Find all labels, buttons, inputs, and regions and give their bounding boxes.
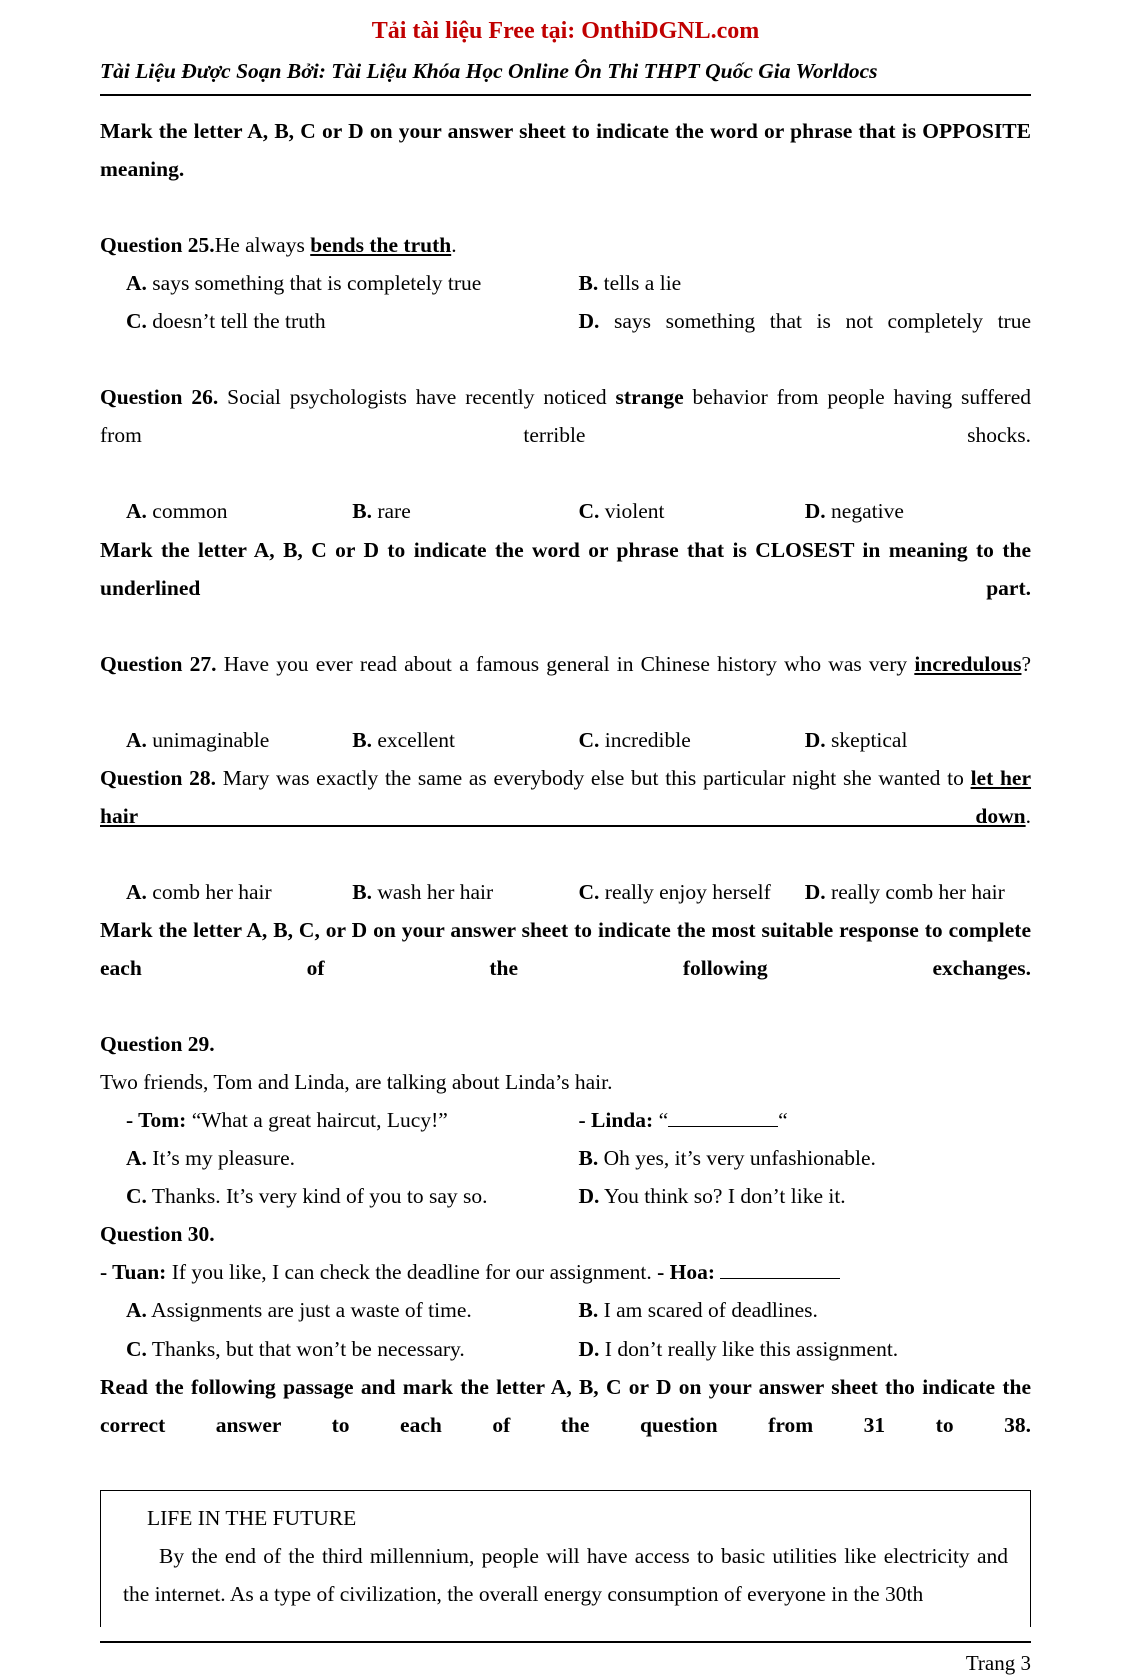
option-a-text: says something that is completely true [152, 271, 482, 296]
question-25-underlined: bends the truth [310, 233, 452, 258]
option-b-label: B. [578, 1298, 599, 1323]
option-d-label: D. [804, 727, 826, 752]
option-b-text: Oh yes, it’s very unfashionable. [603, 1146, 876, 1171]
question-28-underlined: let her hair down [100, 765, 1032, 828]
answer-blank [720, 1261, 840, 1279]
question-25-options-row-2 [100, 302, 1031, 378]
question-27-option-b[interactable] [352, 721, 578, 759]
option-d-label: D. [578, 309, 600, 334]
option-c-text: violent [604, 499, 665, 524]
question-27-stem [100, 645, 1031, 721]
option-b-text: tells a lie [603, 271, 682, 296]
option-a-label: A. [126, 271, 147, 296]
speaker-text-tuan: If you like, I can check the deadline for our assignment. [166, 1260, 658, 1285]
speaker-quote-open: “ [653, 1108, 669, 1133]
question-30-option-d[interactable] [579, 1330, 1032, 1368]
answer-blank [668, 1109, 778, 1127]
reading-passage-box [100, 1490, 1031, 1627]
option-b-label: B. [352, 879, 372, 904]
question-27-options [100, 721, 1031, 759]
question-30-label: Question 30. [100, 1222, 215, 1247]
option-c-text: Thanks, but that won’t be necessary. [151, 1336, 465, 1361]
question-30-options-row-2 [100, 1330, 1031, 1368]
option-a-label: A. [126, 727, 147, 752]
instruction-closest: Mark the letter A, B, C or D to indicate the word or phrase that is CLOSEST in meaning to the underlined part. [100, 537, 1031, 600]
document-header: Tài Liệu Được Soạn Bởi: Tài Liệu Khóa Học Online Ôn Thi THPT Quốc Gia Worldocs [100, 59, 1031, 96]
question-28-stem-post: . [1025, 803, 1031, 828]
question-26-stem-post: behavior from people having suffered from terrible shocks. [100, 385, 1032, 448]
question-26-bold-word: strange [615, 385, 684, 410]
speaker-label-tom: - Tom: [126, 1108, 187, 1133]
question-30-option-a[interactable] [126, 1291, 579, 1329]
question-26-options [100, 492, 1031, 530]
question-26-label: Question 26. [100, 385, 219, 410]
instruction-exchanges: Mark the letter A, B, C, or D on your answer sheet to indicate the most suitable response to complete each of the following exchanges. [100, 917, 1031, 981]
option-b-text: excellent [377, 727, 455, 752]
question-29-options-row-2 [100, 1177, 1031, 1215]
question-28-option-c[interactable] [579, 873, 805, 911]
question-28-option-b[interactable] [352, 873, 578, 911]
question-30-label-line [100, 1215, 1031, 1253]
question-30-option-c[interactable] [126, 1330, 579, 1368]
option-a-text: Assignments are just a waste of time. [151, 1298, 472, 1323]
question-29-option-b[interactable] [579, 1139, 1032, 1177]
question-28-option-d[interactable] [805, 873, 1031, 911]
option-a-text: unimaginable [152, 727, 270, 752]
option-d-text: says something that is not completely true [613, 309, 1032, 334]
question-26-option-b[interactable] [352, 492, 578, 530]
question-28-option-a[interactable] [126, 873, 352, 911]
question-25-option-c[interactable] [126, 302, 579, 378]
option-c-label: C. [578, 727, 600, 752]
question-29-option-c[interactable] [126, 1177, 579, 1215]
option-a-label: A. [126, 1146, 147, 1171]
question-25-stem [100, 226, 1031, 264]
question-29-dialogue [100, 1101, 1031, 1139]
question-27-option-a[interactable] [126, 721, 352, 759]
instruction-opposite: Mark the letter A, B, C or D on your answer sheet to indicate the word or phrase that is OPPOSITE meaning. [100, 119, 1031, 182]
question-29-speaker-tom [126, 1101, 579, 1139]
option-a-label: A. [126, 1298, 147, 1323]
option-d-text: You think so? I don’t like it. [603, 1184, 846, 1209]
passage-body: By the end of the third millennium, people will have access to basic utilities like electricity and the internet. As a type of civilization, the overall energy consumption of everyone in the 30th [123, 1543, 1008, 1606]
question-29-options-row-1 [100, 1139, 1031, 1177]
speaker-text-tom: “What a great haircut, Lucy!” [186, 1108, 448, 1133]
instruction-reading: Read the following passage and mark the letter A, B, C or D on your answer sheet tho indicate the correct answer to each of the question from 31 to 38. [100, 1374, 1031, 1437]
option-c-text: doesn’t tell the truth [152, 309, 326, 334]
question-30-dialogue [100, 1253, 1031, 1291]
option-d-text: negative [831, 499, 904, 524]
question-25-option-a[interactable] [126, 264, 579, 302]
option-b-label: B. [578, 271, 599, 296]
site-banner: Tải tài liệu Free tại: OnthiDGNL.com [371, 18, 760, 44]
option-b-label: B. [578, 1146, 599, 1171]
option-c-label: C. [126, 1184, 147, 1209]
question-30-options-row-1 [100, 1291, 1031, 1329]
option-a-text: common [152, 499, 228, 524]
question-25-options-row-1 [100, 264, 1031, 302]
question-29-option-d[interactable] [579, 1177, 1032, 1215]
question-29-option-a[interactable] [126, 1139, 579, 1177]
option-d-label: D. [804, 879, 826, 904]
option-d-text: I don’t really like this assignment. [604, 1336, 899, 1361]
option-b-text: I am scared of deadlines. [603, 1298, 818, 1323]
question-26-option-c[interactable] [579, 492, 805, 530]
option-a-text: comb her hair [152, 879, 272, 904]
question-27-label: Question 27. [100, 651, 217, 676]
question-28-options [100, 873, 1031, 911]
speaker-label-hoa: - Hoa: [657, 1260, 716, 1285]
question-28-stem [100, 759, 1031, 873]
passage-title: LIFE IN THE FUTURE [147, 1505, 357, 1530]
question-27-underlined: incredulous [914, 651, 1022, 676]
question-26-option-d[interactable] [805, 492, 1031, 530]
question-25-stem-post: . [451, 233, 457, 258]
option-c-text: incredible [604, 727, 691, 752]
speaker-label-tuan: - Tuan: [100, 1260, 167, 1285]
question-26-stem [100, 378, 1031, 492]
option-c-label: C. [126, 309, 147, 334]
question-29-label-line [100, 1025, 1031, 1063]
question-27-option-c[interactable] [579, 721, 805, 759]
option-d-label: D. [578, 1184, 600, 1209]
option-b-label: B. [352, 727, 372, 752]
option-d-text: really comb her hair [831, 879, 1005, 904]
question-25-stem-pre: He always [214, 233, 311, 258]
option-c-label: C. [578, 879, 600, 904]
option-b-text: wash her hair [377, 879, 494, 904]
question-29-speaker-linda [579, 1101, 1032, 1139]
page-footer: Trang 3 [100, 1641, 1031, 1676]
question-25-label: Question 25. [100, 233, 215, 258]
question-28-label: Question 28. [100, 765, 217, 790]
option-a-label: A. [126, 499, 147, 524]
option-c-text: Thanks. It’s very kind of you to say so. [151, 1184, 488, 1209]
question-30-option-b[interactable] [579, 1291, 1032, 1329]
question-27-stem-pre: Have you ever read about a famous general in Chinese history who was very [223, 651, 915, 676]
question-27-option-d[interactable] [805, 721, 1031, 759]
option-a-text: It’s my pleasure. [152, 1146, 295, 1171]
speaker-label-linda: - Linda: [578, 1108, 654, 1133]
option-c-label: C. [578, 499, 600, 524]
option-c-label: C. [126, 1336, 147, 1361]
option-d-label: D. [578, 1336, 600, 1361]
option-c-text: really enjoy herself [604, 879, 771, 904]
option-d-label: D. [804, 499, 826, 524]
option-b-text: rare [377, 499, 411, 524]
option-b-label: B. [352, 499, 372, 524]
option-a-label: A. [126, 879, 147, 904]
question-29-label: Question 29. [100, 1032, 215, 1057]
question-26-option-a[interactable] [126, 492, 352, 530]
question-25-option-d[interactable] [579, 302, 1032, 378]
question-25-option-b[interactable] [579, 264, 1032, 302]
question-29-setup: Two friends, Tom and Linda, are talking about Linda’s hair. [100, 1070, 613, 1095]
question-26-stem-pre: Social psychologists have recently noticed [227, 385, 616, 410]
question-28-stem-pre: Mary was exactly the same as everybody else but this particular night she wanted to [222, 765, 971, 790]
option-d-text: skeptical [831, 727, 908, 752]
question-27-stem-post: ? [1021, 651, 1032, 676]
speaker-quote-close: “ [778, 1108, 788, 1133]
